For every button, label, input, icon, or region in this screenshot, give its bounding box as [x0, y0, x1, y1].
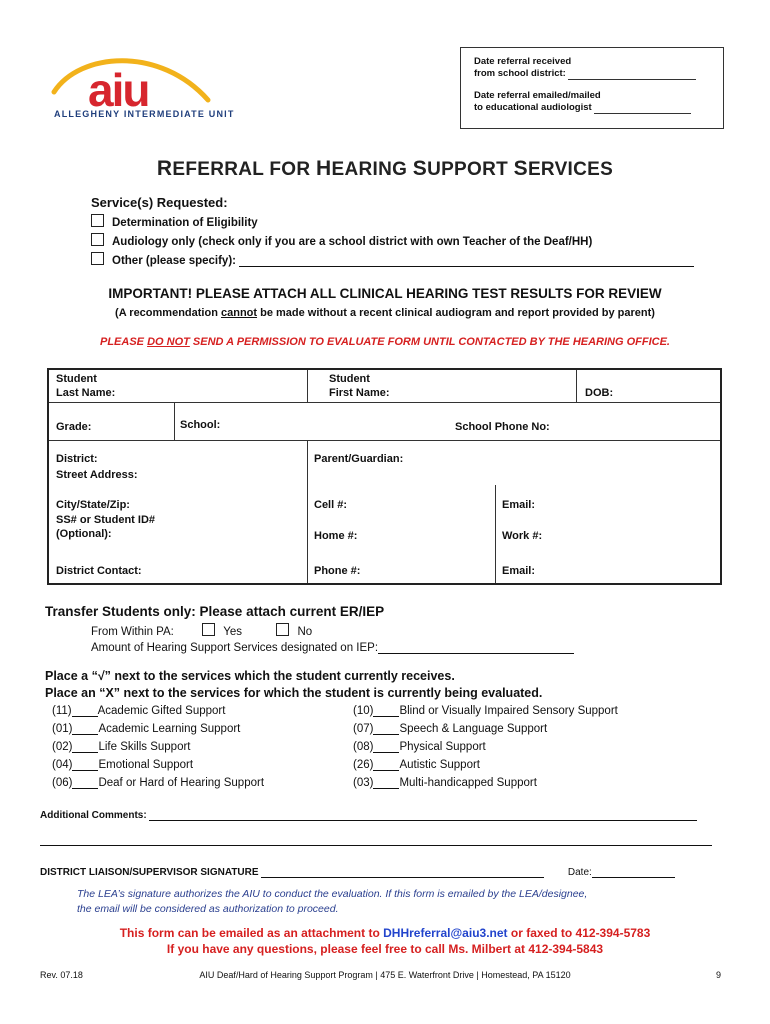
home-phone-label: Home #: — [314, 530, 358, 542]
comments-field[interactable] — [149, 810, 697, 821]
services-heading: Service(s) Requested: — [91, 195, 228, 210]
service-item-10[interactable]: (10) Blind or Visually Impaired Sensory Support — [353, 705, 618, 717]
school-phone-label: School Phone No: — [455, 421, 550, 433]
service-option-eligibility: Determination of Eligibility — [91, 214, 258, 229]
program-address: AIU Deaf/Hard of Hearing Support Program | 475 E. Waterfront Drive | Homestead, PA 15120 — [199, 970, 571, 980]
student-first-name-label: Student First Name: — [329, 373, 390, 399]
school-label: School: — [180, 419, 221, 431]
service-item-07[interactable]: (07) Speech & Language Support — [353, 723, 548, 735]
student-id-label: SS# or Student ID# (Optional): — [56, 514, 156, 540]
service-item-03[interactable]: (03) Multi-handicapped Support — [353, 777, 537, 789]
service-item-04[interactable]: (04) Emotional Support — [52, 759, 194, 771]
page-title: REFERRAL FOR HEARING SUPPORT SERVICES — [156, 157, 614, 180]
email-label-2: Email: — [502, 565, 536, 577]
transfer-heading: Transfer Students only: Please attach current ER/IEP — [45, 604, 385, 619]
district-contact-label: District Contact: — [56, 565, 142, 577]
signature-field[interactable] — [261, 867, 544, 878]
city-state-zip-label: City/State/Zip: — [56, 499, 130, 511]
date-emailed-label-1: Date referral emailed/mailed — [474, 90, 601, 101]
grade-label: Grade: — [56, 421, 92, 433]
additional-comments-row: Additional Comments: — [40, 810, 697, 821]
referral-date-box — [460, 47, 724, 129]
email-instruction: This form can be emailed as an attachment to DHHreferral@aiu3.net or faxed to 412-394-5783 — [119, 926, 651, 940]
service-item-01[interactable]: (01) Academic Learning Support — [52, 723, 241, 735]
district-label: District: — [56, 453, 98, 465]
iep-amount-row: Amount of Hearing Support Services designated on IEP: — [91, 642, 574, 654]
dob-label: DOB: — [585, 387, 614, 399]
signature-date-field[interactable] — [592, 867, 675, 878]
logo-organization-name: ALLEGHENY INTERMEDIATE UNIT — [54, 109, 235, 119]
call-instruction: If you have any questions, please feel free to call Ms. Milbert at 412-394-5843 — [166, 942, 604, 956]
date-emailed-field[interactable] — [594, 104, 691, 114]
date-received-label-2: from school district: — [474, 68, 566, 79]
signature-row: DISTRICT LIAISON/SUPERVISOR SIGNATURE Date: — [40, 867, 675, 878]
other-specify-field[interactable] — [239, 256, 694, 267]
phone-label: Phone #: — [314, 565, 361, 577]
from-within-pa-row: From Within PA: Yes No — [91, 623, 312, 638]
place-x-instruction: Place an “X” next to the services for which the student is currently being evaluated. — [45, 686, 543, 700]
email-label-1: Email: — [502, 499, 536, 511]
recommendation-note: (A recommendation cannot be made without a recent clinical audiogram and report provided by parent) — [115, 307, 655, 319]
service-item-11[interactable]: (11) Academic Gifted Support — [52, 705, 226, 717]
parent-guardian-label: Parent/Guardian: — [314, 453, 404, 465]
service-item-08[interactable]: (08) Physical Support — [353, 741, 486, 753]
place-check-instruction: Place a “√” next to the services which the student currently receives. — [45, 669, 455, 683]
cell-label: Cell #: — [314, 499, 348, 511]
date-emailed-label-2: to educational audiologist — [474, 102, 592, 113]
student-info-form — [47, 368, 722, 585]
logo-wordmark: aiu — [88, 64, 149, 116]
comments-line-2[interactable] — [40, 845, 712, 846]
page-number: 9 — [716, 970, 722, 980]
service-item-26[interactable]: (26) Autistic Support — [353, 759, 480, 771]
permission-warning: PLEASE DO NOT SEND A PERMISSION TO EVALUATE FORM UNTIL CONTACTED BY THE HEARING OFFICE. — [99, 336, 670, 348]
referral-email-link[interactable]: DHHreferral@aiu3.net — [383, 926, 508, 940]
service-item-02[interactable]: (02) Life Skills Support — [52, 741, 191, 753]
revision-label: Rev. 07.18 — [40, 970, 83, 980]
date-received-field[interactable] — [568, 70, 696, 80]
student-last-name-label: Student Last Name: — [56, 373, 116, 399]
other-checkbox[interactable] — [91, 252, 104, 265]
no-checkbox[interactable] — [276, 623, 289, 636]
yes-checkbox[interactable] — [202, 623, 215, 636]
authorization-note: The LEA’s signature authorizes the AIU to conduct the evaluation. If this form is emailed by the LEA/designee, the email will be considered as authorization to proceed. — [77, 888, 588, 915]
service-item-06[interactable]: (06) Deaf or Hard of Hearing Support — [52, 777, 265, 789]
street-address-label: Street Address: — [56, 469, 138, 481]
date-received-label-1: Date referral received — [474, 56, 572, 67]
important-notice: IMPORTANT! PLEASE ATTACH ALL CLINICAL HEARING TEST RESULTS FOR REVIEW — [108, 286, 662, 301]
service-option-audiology: Audiology only (check only if you are a school district with own Teacher of the Deaf/HH) — [91, 233, 592, 248]
service-option-other: Other (please specify): — [91, 252, 694, 267]
iep-amount-field[interactable] — [378, 643, 574, 654]
eligibility-checkbox[interactable] — [91, 214, 104, 227]
work-phone-label: Work #: — [502, 530, 543, 542]
audiology-checkbox[interactable] — [91, 233, 104, 246]
